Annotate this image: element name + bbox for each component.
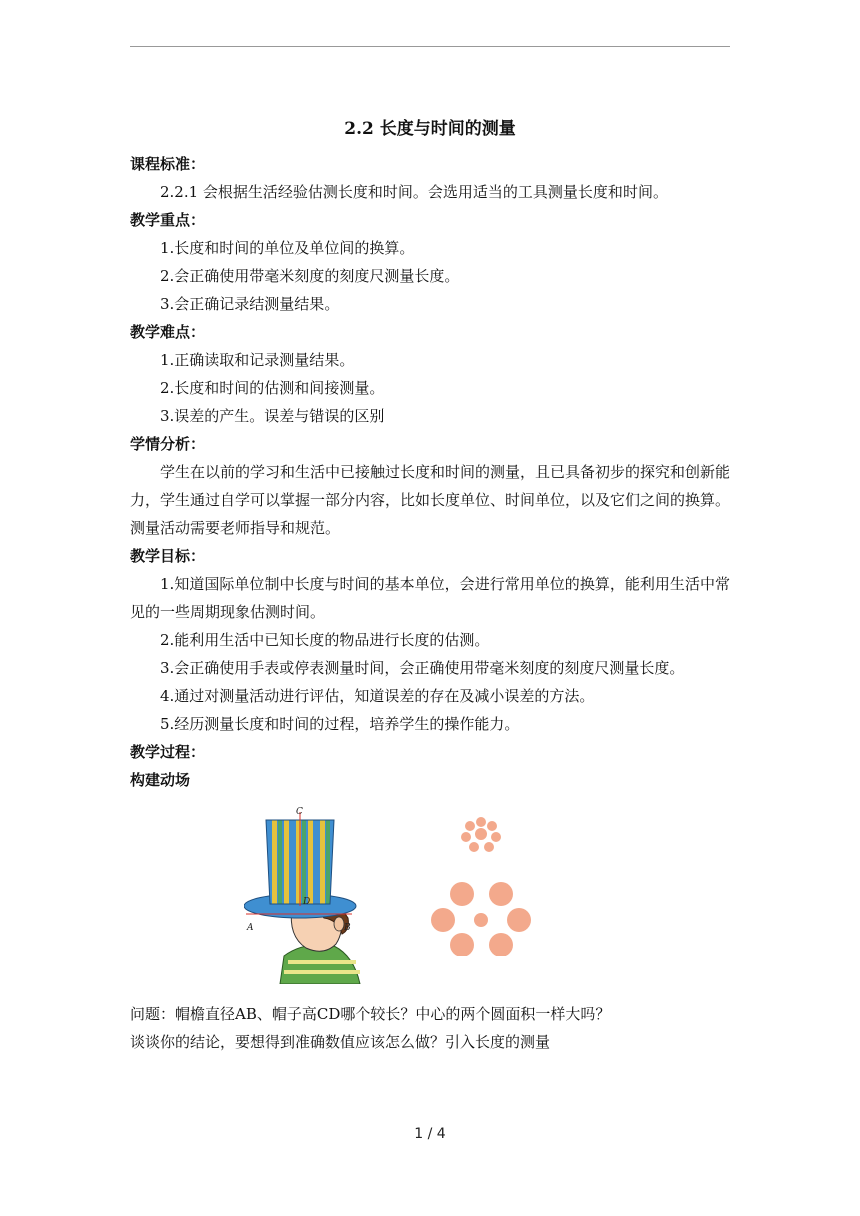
label-b: B [344, 923, 351, 933]
label-c: C [296, 807, 303, 817]
top-center-circle [475, 828, 487, 840]
section-heading: 构建动场 [130, 771, 191, 789]
ebbinghaus-illusion [425, 816, 535, 956]
section-paragraph: 3.误差的产生。误差与错误的区别 [160, 407, 385, 425]
section-paragraph: 3.会正确使用手表或停表测量时间，会正确使用带毫米刻度的刻度尺测量长度。 [160, 659, 685, 677]
section-paragraph: 学生在以前的学习和生活中已接触过长度和时间的测量，且已具备初步的探究和创新能力，学生通过自学可以掌握一部分内容，比如长度单位、时间单位，以及它们之间的换算。测量活动需要老师指导和规范。 [130, 463, 731, 537]
hat-illustration [244, 806, 384, 984]
section-paragraph: 2.能利用生活中已知长度的物品进行长度的估测。 [160, 631, 490, 649]
sections [130, 150, 730, 794]
section-paragraph: 4.通过对测量活动进行评估，知道误差的存在及减小误差的方法。 [160, 687, 595, 705]
bottom-center-circle [474, 913, 488, 927]
section-heading: 课程标准： [130, 155, 206, 173]
question-line-2: 谈谈你的结论，要想得到准确数值应该怎么做？引入长度的测量 [130, 1033, 551, 1051]
section-heading: 教学难点： [130, 323, 206, 341]
page-number: 1 / 4 [414, 1126, 446, 1142]
section-heading: 教学过程： [130, 743, 206, 761]
label-d: D [303, 897, 311, 907]
section-paragraph: 1.知道国际单位制中长度与时间的基本单位，会进行常用单位的换算，能利用生活中常见的一些周期现象估测时间。 [130, 575, 730, 621]
section-heading: 教学目标： [130, 547, 206, 565]
page-title: 2.2 长度与时间的测量 [344, 119, 516, 139]
document-body [130, 114, 730, 1056]
section-heading: 教学重点： [130, 211, 206, 229]
section-paragraph: 2.会正确使用带毫米刻度的刻度尺测量长度。 [160, 267, 460, 285]
label-a: A [247, 923, 254, 933]
section-heading: 学情分析： [130, 435, 206, 453]
header-rule [130, 46, 730, 47]
section-paragraph: 1.长度和时间的单位及单位间的换算。 [160, 239, 415, 257]
section-paragraph: 1.正确读取和记录测量结果。 [160, 351, 355, 369]
section-paragraph: 5.经历测量长度和时间的过程，培养学生的操作能力。 [160, 715, 520, 733]
section-paragraph: 3.会正确记录结测量结果。 [160, 295, 340, 313]
illusion-figure [130, 806, 730, 984]
section-paragraph: 2.2.1 会根据生活经验估测长度和时间。会选用适当的工具测量长度和时间。 [160, 183, 668, 201]
question-line-1: 问题：帽檐直径AB、帽子高CD哪个较长？中心的两个圆面积一样大吗？ [130, 1005, 611, 1023]
section-paragraph: 2.长度和时间的估测和间接测量。 [160, 379, 385, 397]
